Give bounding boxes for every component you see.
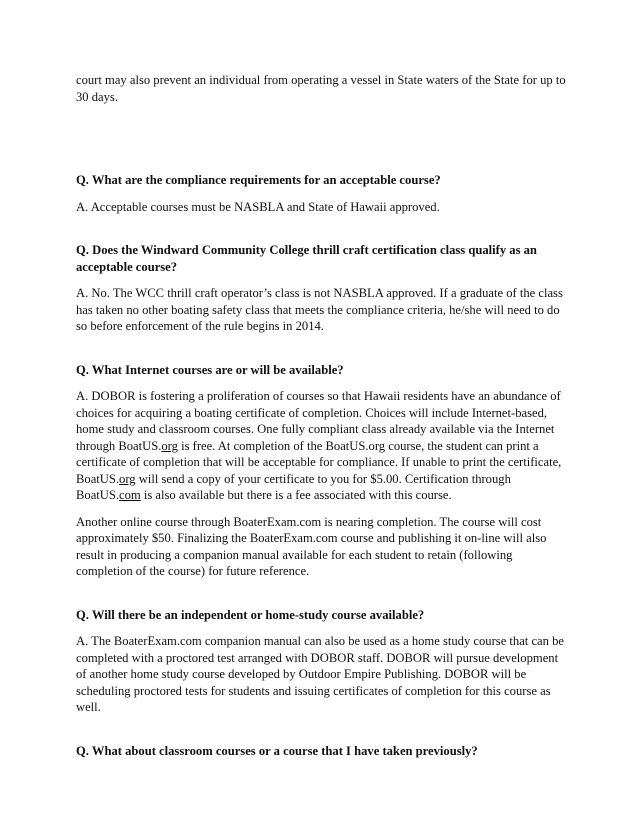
answer-text-segment: will send a copy of your certificate to you for $5.00. Certification through BoatUS.	[76, 471, 511, 502]
answer-text-segment: is also available but there is a fee associated with this course.	[140, 488, 452, 502]
answer-wcc-class: A. No. The WCC thrill craft operator’s class is not NASBLA approved. If a graduate of the class has taken no other boating safety class that meets the compliance criteria, he/she will need to do so before enforcement of the rule begins in 2014.	[76, 286, 563, 333]
answer-internet-courses	[76, 388, 568, 504]
answer-text-segment: is free. At completion of the BoatUS.org course, the student can print a certificate of completion that will be acceptable for compliance. If unable to print the certificate, BoatUS.	[76, 438, 562, 486]
boatus-org-underlined: org	[119, 471, 136, 486]
answer-boaterexam-paragraph: Another online course through BoaterExam.com is nearing completion. The course will cost approximately $50. Finalizing the BoaterExam.com course and publishing it on-line will also result in producing a companion manual available for each student to retain (following completion of the course) for future reference.	[76, 514, 547, 578]
question-internet-courses: Q. What Internet courses are or will be available?	[76, 362, 344, 377]
answer-text-segment: A. DOBOR is fostering a proliferation of courses so that Hawaii residents have an abundance of choices for acquiring a boating certificate of completion. Choices will include Internet-based, home study and classroom courses. One fully compliant class already available via the Internet through BoatUS.	[76, 389, 561, 453]
question-compliance: Q. What are the compliance requirements for an acceptable course?	[76, 173, 441, 187]
intro-paragraph: court may also prevent an individual from operating a vessel in State waters of the State for up to 30 days.	[76, 73, 566, 104]
question-wcc-class: Q. Does the Windward Community College thrill craft certification class qualify as an acceptable course?	[76, 243, 537, 274]
document-page	[76, 72, 568, 759]
question-classroom-courses: Q. What about classroom courses or a course that I have taken previously?	[76, 743, 478, 758]
boatus-com-underlined: com	[119, 488, 141, 502]
question-home-study: Q. Will there be an independent or home-study course available?	[76, 607, 425, 622]
answer-compliance: A. Acceptable courses must be NASBLA and State of Hawaii approved.	[76, 199, 440, 214]
answer-home-study: A. The BoaterExam.com companion manual can also be used as a home study course that can be completed with a proctored test arranged with DOBOR staff. DOBOR will pursue development of another home study course developed by Outdoor Empire Publishing. DOBOR will be scheduling proctored tests for students and issuing certificates of completion for this course as well.	[76, 634, 564, 714]
boatus-org-underlined: org	[161, 438, 178, 453]
